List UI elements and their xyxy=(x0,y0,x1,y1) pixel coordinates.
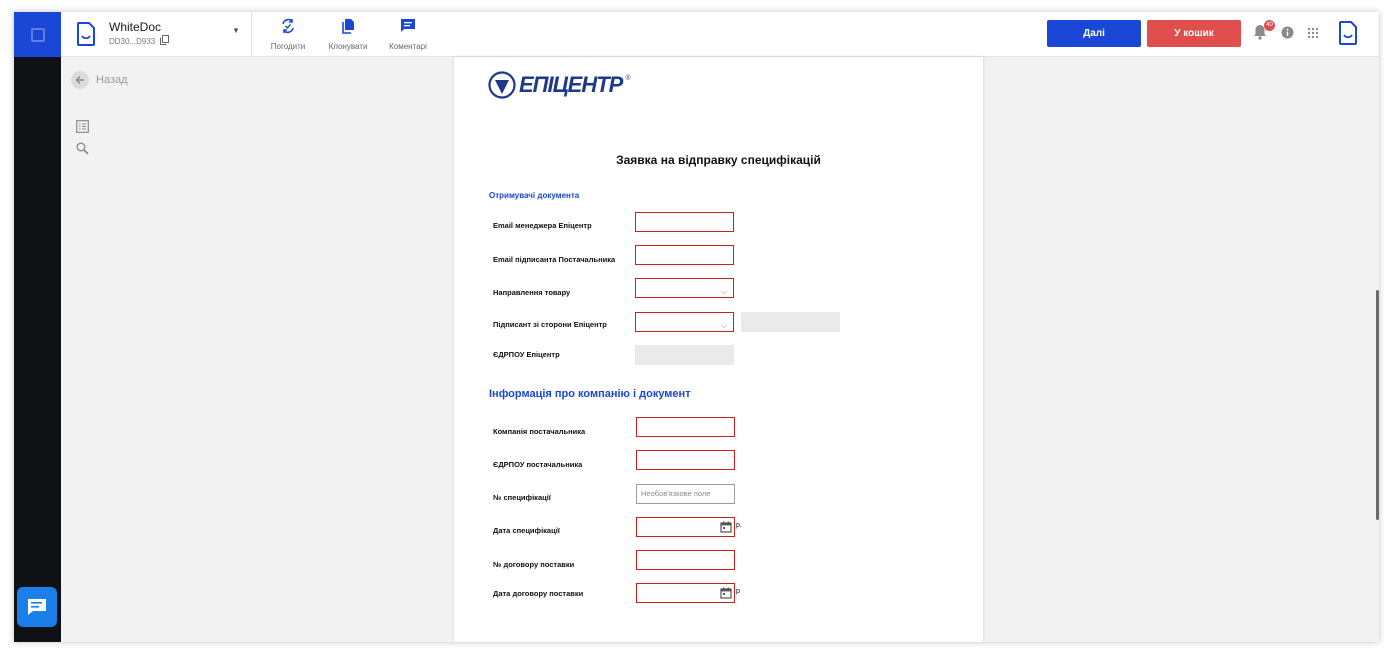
signer-epicenter-select[interactable] xyxy=(635,312,734,332)
search-icon[interactable] xyxy=(76,142,89,160)
approve-button[interactable] xyxy=(263,18,313,51)
epicenter-logo xyxy=(488,71,631,99)
comments-label: Коментарі xyxy=(389,42,427,51)
spec-date-suffix: р. xyxy=(736,522,742,529)
spec-number-label: № специфікації xyxy=(493,493,551,502)
registered-mark: ® xyxy=(625,75,631,82)
email-manager-field[interactable] xyxy=(635,212,734,232)
chat-icon[interactable] xyxy=(17,587,57,627)
document-title: WhiteDoc xyxy=(109,20,162,34)
app-window xyxy=(14,12,1379,642)
edrpou-epicenter-label: ЄДРПОУ Епіцентр xyxy=(493,350,560,359)
chevron-down-icon: ⌵ xyxy=(720,321,727,330)
document-id xyxy=(109,35,169,47)
clone-icon xyxy=(340,18,356,39)
direction-select[interactable] xyxy=(635,278,734,298)
contract-number-label: № договору поставки xyxy=(493,560,575,569)
spec-date-field[interactable] xyxy=(636,517,735,537)
move-to-trash-button[interactable]: У кошик xyxy=(1147,20,1241,47)
document-selector[interactable] xyxy=(61,12,252,57)
chevron-down-icon[interactable]: ▼ xyxy=(232,26,240,35)
email-manager-label: Email менеджера Епіцентр xyxy=(493,221,592,230)
contract-date-field[interactable] xyxy=(636,583,735,603)
page-scrollbar[interactable] xyxy=(1376,290,1379,520)
copy-icon[interactable] xyxy=(160,35,169,47)
supplier-company-label: Компанія постачальника xyxy=(493,427,586,436)
back-button[interactable] xyxy=(71,71,128,89)
notification-count-badge: 40 xyxy=(1264,20,1275,31)
arrow-left-icon xyxy=(71,71,89,89)
spec-date-label: Дата специфікації xyxy=(493,526,560,535)
spec-number-field[interactable]: Необов'язкове поле xyxy=(636,484,735,504)
document-icon xyxy=(77,22,95,51)
supplier-company-field[interactable] xyxy=(636,417,735,437)
section-recipients-heading: Отримувачі документа xyxy=(489,191,580,200)
comments-button[interactable] xyxy=(383,18,433,51)
apps-grid-icon[interactable] xyxy=(1307,26,1319,44)
supplier-edrpou-label: ЄДРПОУ постачальника xyxy=(493,460,583,469)
left-rail xyxy=(14,12,61,642)
next-button[interactable]: Далі xyxy=(1047,20,1141,47)
signer-epicenter-readonly-field xyxy=(741,312,840,332)
document-page xyxy=(454,57,983,642)
calendar-icon[interactable] xyxy=(720,521,732,540)
side-navigation xyxy=(61,57,135,642)
supplier-edrpou-field[interactable] xyxy=(636,450,735,470)
top-toolbar xyxy=(61,12,1379,57)
direction-label: Направлення товару xyxy=(493,288,571,297)
contract-date-label: Дата договору поставки xyxy=(493,589,584,598)
contract-date-suffix: р xyxy=(736,588,740,595)
email-signer-field[interactable] xyxy=(635,245,734,265)
approve-label: Погодити xyxy=(270,42,306,51)
edrpou-epicenter-field xyxy=(635,345,734,365)
comment-icon xyxy=(400,18,416,39)
calendar-icon[interactable] xyxy=(720,587,732,606)
email-signer-label: Email підписанта Постачальника xyxy=(493,255,616,264)
table-of-contents-icon[interactable] xyxy=(76,120,89,138)
info-icon[interactable] xyxy=(1281,26,1294,44)
form-title: Заявка на відправку специфікацій xyxy=(616,153,821,167)
epicenter-logo-mark xyxy=(488,71,516,99)
document-id-text: DD30...D933 xyxy=(109,36,156,46)
signer-epicenter-label: Підписант зі сторони Епіцентр xyxy=(493,320,607,329)
app-logo-icon[interactable] xyxy=(1339,21,1357,50)
chevron-down-icon: ⌵ xyxy=(720,287,727,296)
contract-number-field[interactable] xyxy=(636,550,735,570)
home-icon[interactable] xyxy=(14,12,61,57)
back-label: Назад xyxy=(96,74,128,86)
logo-text: ЕПІЦЕНТР xyxy=(519,72,623,97)
sync-check-icon xyxy=(280,18,296,39)
clone-label: Клонувати xyxy=(328,42,368,51)
section-company-heading: Інформація про компанію і документ xyxy=(489,388,691,400)
clone-button[interactable] xyxy=(323,18,373,51)
